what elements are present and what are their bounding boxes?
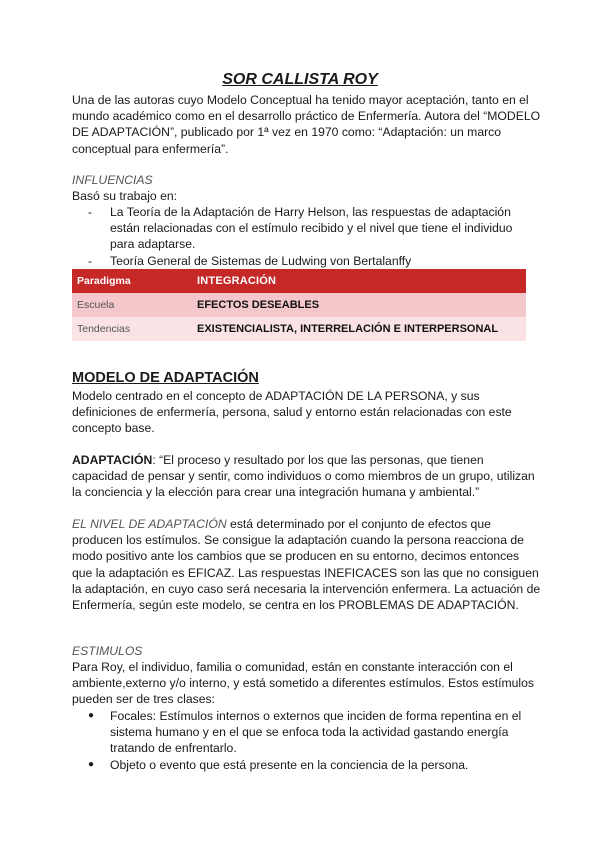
table-row	[72, 293, 526, 317]
list-item-text: Teoría General de Sistemas de Ludwing von Bertalanffy	[110, 253, 412, 268]
influencias-heading: INFLUENCIAS	[72, 173, 153, 187]
list-item	[88, 708, 533, 757]
list-item-text: La Teoría de la Adaptación de Harry Helson, las respuestas de adaptación están relacionadas con el estímulo recibido y el nivel que tiene el individuo para adaptarse.	[110, 205, 513, 252]
nivel-text: está determinado por el conjunto de efectos que producen los estímulos. Se consigue la adaptación cuando la persona reacciona de modo positivo ante los cambios que se producen en su entorno, decimos entonces que la adaptación es EFICAZ. Las respuestas INEFICACES son las que no consiguen la adaptación, en cuyo caso será necesaria la intervención enfermera. La actuación de Enfermería, según este modelo, se centra en los PROBLEMAS DE ADAPTACIÓN.	[72, 517, 541, 613]
list-item-text: Objeto o evento que está presente en la conciencia de la persona.	[110, 757, 469, 772]
table-value: EXISTENCIALISTA, INTERRELACIÓN E INTERPERSONAL	[192, 317, 526, 341]
adaptacion-term: ADAPTACIÓN	[72, 453, 153, 467]
influencias-list	[88, 204, 533, 269]
list-item	[88, 757, 533, 773]
modelo-paragraph: Modelo centrado en el concepto de ADAPTACIÓN DE LA PERSONA, y sus definiciones de enfermería, persona, salud y entorno están relacionadas con este concepto base.	[72, 389, 512, 436]
table-label: Paradigma	[72, 269, 192, 293]
list-item	[88, 204, 533, 253]
list-item-text: Focales: Estímulos internos o externos que inciden de forma repentina en el sistema humano y en el que se enfoca toda la actividad gastando energía tratando de enfrentarlo.	[110, 709, 522, 756]
estimulos-heading: ESTIMULOS	[72, 644, 143, 658]
list-item	[88, 253, 533, 269]
dash-marker: -	[88, 205, 93, 219]
table-label: Tendencias	[72, 317, 192, 341]
estimulos-paragraph: Para Roy, el individuo, familia o comunidad, están en constante interacción con el ambiente,externo y/o interno, y está sometido a diferentes estímulos. Estos estímulos pueden ser de tres clases:	[72, 660, 535, 707]
intro-paragraph: Una de las autoras cuyo Modelo Conceptual ha tenido mayor aceptación, tanto en el mundo académico como en el desarrollo práctico de Enfermería. Autora del “MODELO DE ADAPTACIÓN”, publicado por 1ª vez en 1970 como: “Adaptación: un marco conceptual para enfermería”.	[72, 93, 541, 156]
adaptacion-definition: : “El proceso y resultado por los que las personas, que tienen capacidad de pensar y sentir, como individuos o como miembros de un grupo, utilizan la conciencia y la elección para crear una integración humana y ambiental.”	[72, 453, 535, 500]
paradigm-table	[72, 269, 526, 341]
nivel-term: EL NIVEL DE ADAPTACIÓN	[72, 517, 227, 531]
bullet-marker: ●	[88, 710, 95, 721]
estimulos-list	[88, 708, 533, 773]
influencias-lead: Basó su trabajo en:	[72, 189, 178, 203]
nivel-paragraph	[72, 516, 542, 613]
modelo-heading: MODELO DE ADAPTACIÓN	[72, 370, 259, 386]
table-value: INTEGRACIÓN	[192, 269, 526, 293]
dash-marker: -	[88, 253, 93, 268]
document-title: SOR CALLISTA ROY	[222, 71, 378, 88]
table-value: EFECTOS DESEABLES	[192, 293, 526, 317]
adaptacion-paragraph	[72, 452, 542, 501]
table-label: Escuela	[72, 293, 192, 317]
table-row	[72, 317, 526, 341]
table-row	[72, 269, 526, 293]
bullet-marker: ●	[88, 758, 95, 770]
